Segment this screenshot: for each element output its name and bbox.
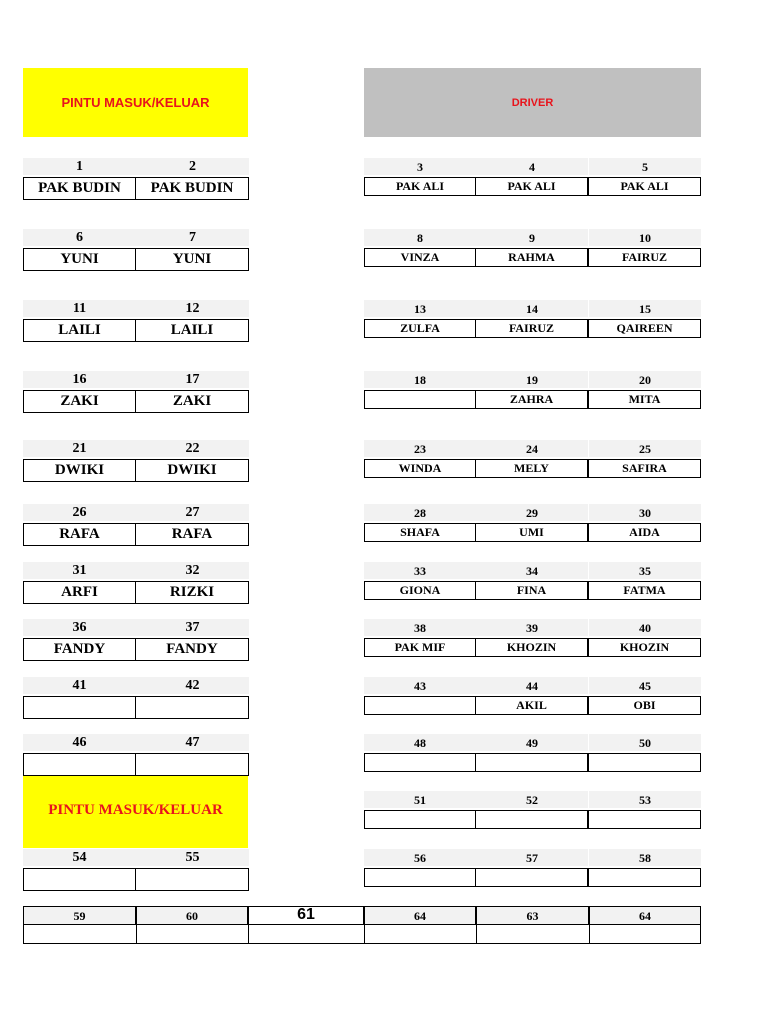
seat-number: 8 xyxy=(364,229,476,246)
seat-passenger[interactable]: RAFA xyxy=(23,523,136,546)
seat-number: 32 xyxy=(136,562,249,579)
seat-passenger[interactable]: FAIRUZ xyxy=(588,248,701,267)
seat-number: 3 xyxy=(364,158,476,175)
seat-passenger[interactable] xyxy=(475,753,588,772)
seat-passenger[interactable] xyxy=(364,390,476,409)
seat-number: 11 xyxy=(23,300,136,317)
seat-passenger[interactable]: KHOZIN xyxy=(588,638,701,657)
entrance-exit-banner-top: PINTU MASUK/KELUAR xyxy=(23,68,248,137)
seat-passenger[interactable]: PAK ALI xyxy=(588,177,701,196)
seat-passenger[interactable]: PAK MIF xyxy=(364,638,476,657)
seat-passenger[interactable]: PAK BUDIN xyxy=(135,177,249,200)
seat-number: 24 xyxy=(476,440,588,457)
seat-number: 57 xyxy=(476,849,588,866)
seat-passenger[interactable]: PAK ALI xyxy=(475,177,588,196)
seat-passenger[interactable]: GIONA xyxy=(364,581,476,600)
seat-passenger[interactable]: ZULFA xyxy=(364,319,476,338)
seat-passenger[interactable] xyxy=(364,696,476,715)
seat-passenger[interactable]: OBI xyxy=(588,696,701,715)
back-seat-number: 64 xyxy=(589,906,701,925)
seat-passenger[interactable]: ZAHRA xyxy=(475,390,588,409)
seat-number: 25 xyxy=(589,440,701,457)
seat-passenger[interactable] xyxy=(475,810,588,829)
seat-passenger[interactable]: YUNI xyxy=(135,248,249,271)
seat-number: 43 xyxy=(364,677,476,694)
seat-passenger[interactable]: AIDA xyxy=(588,523,701,542)
seat-passenger[interactable]: VINZA xyxy=(364,248,476,267)
seat-number: 38 xyxy=(364,619,476,636)
back-seat-number: 61 xyxy=(248,906,364,925)
back-seat-passenger[interactable] xyxy=(476,924,590,944)
seat-number: 29 xyxy=(476,504,588,521)
seat-number: 20 xyxy=(589,371,701,388)
seat-number: 56 xyxy=(364,849,476,866)
seat-passenger[interactable]: RAFA xyxy=(135,523,249,546)
seat-number: 31 xyxy=(23,562,136,579)
seat-number: 45 xyxy=(589,677,701,694)
seat-passenger[interactable]: SHAFA xyxy=(364,523,476,542)
seat-passenger[interactable]: ZAKI xyxy=(135,390,249,413)
seat-number: 23 xyxy=(364,440,476,457)
seat-passenger[interactable]: LAILI xyxy=(23,319,136,342)
seat-number: 17 xyxy=(136,371,249,388)
seat-passenger[interactable]: FANDY xyxy=(23,638,136,661)
seat-passenger[interactable]: QAIREEN xyxy=(588,319,701,338)
seat-number: 53 xyxy=(589,791,701,808)
seat-passenger[interactable]: MITA xyxy=(588,390,701,409)
driver-banner: DRIVER xyxy=(364,68,701,137)
seat-number: 12 xyxy=(136,300,249,317)
seat-passenger[interactable]: ARFI xyxy=(23,581,136,604)
seat-number: 22 xyxy=(136,440,249,457)
back-seat-number: 60 xyxy=(136,906,248,925)
back-seat-number: 64 xyxy=(364,906,476,925)
seat-number: 39 xyxy=(476,619,588,636)
seat-passenger[interactable] xyxy=(23,753,136,776)
seat-number: 50 xyxy=(589,734,701,751)
seat-passenger[interactable]: FAIRUZ xyxy=(475,319,588,338)
seat-number: 48 xyxy=(364,734,476,751)
seat-number: 54 xyxy=(23,849,136,866)
back-seat-passenger[interactable] xyxy=(23,924,137,944)
seat-number: 16 xyxy=(23,371,136,388)
seat-number: 2 xyxy=(136,158,249,175)
seat-passenger[interactable]: FINA xyxy=(475,581,588,600)
seat-number: 27 xyxy=(136,504,249,521)
seat-passenger[interactable] xyxy=(588,810,701,829)
seat-number: 44 xyxy=(476,677,588,694)
seat-number: 7 xyxy=(136,229,249,246)
seat-number: 19 xyxy=(476,371,588,388)
seat-passenger[interactable]: UMI xyxy=(475,523,588,542)
seat-passenger[interactable]: FATMA xyxy=(588,581,701,600)
seat-passenger[interactable] xyxy=(135,696,249,719)
seat-number: 10 xyxy=(589,229,701,246)
back-seat-number: 59 xyxy=(23,906,136,925)
seat-passenger[interactable]: FANDY xyxy=(135,638,249,661)
seat-number: 14 xyxy=(476,300,588,317)
seat-number: 21 xyxy=(23,440,136,457)
seat-passenger[interactable]: AKIL xyxy=(475,696,588,715)
seat-number: 18 xyxy=(364,371,476,388)
seat-passenger[interactable] xyxy=(588,868,701,887)
seat-number: 51 xyxy=(364,791,476,808)
back-seat-passenger[interactable] xyxy=(136,924,249,944)
back-seat-number: 63 xyxy=(476,906,589,925)
seat-number: 34 xyxy=(476,562,588,579)
seat-passenger[interactable] xyxy=(23,696,136,719)
seat-passenger[interactable] xyxy=(364,868,476,887)
seat-number: 13 xyxy=(364,300,476,317)
seat-number: 46 xyxy=(23,734,136,751)
seat-number: 37 xyxy=(136,619,249,636)
seat-number: 9 xyxy=(476,229,588,246)
seat-passenger[interactable] xyxy=(135,868,249,891)
seat-number: 5 xyxy=(589,158,701,175)
seat-number: 40 xyxy=(589,619,701,636)
seat-passenger[interactable]: RAHMA xyxy=(475,248,588,267)
seat-passenger[interactable]: MELY xyxy=(475,459,588,478)
seat-passenger[interactable]: WINDA xyxy=(364,459,476,478)
seat-passenger[interactable] xyxy=(135,753,249,776)
seat-number: 6 xyxy=(23,229,136,246)
seat-passenger[interactable]: PAK BUDIN xyxy=(23,177,136,200)
seat-number: 49 xyxy=(476,734,588,751)
seat-number: 28 xyxy=(364,504,476,521)
seat-number: 26 xyxy=(23,504,136,521)
seat-passenger[interactable]: LAILI xyxy=(135,319,249,342)
seat-passenger[interactable]: ZAKI xyxy=(23,390,136,413)
seat-passenger[interactable]: PAK ALI xyxy=(364,177,476,196)
entrance-exit-banner-middle: PINTU MASUK/KELUAR xyxy=(23,772,248,848)
seat-passenger[interactable] xyxy=(588,753,701,772)
seat-passenger[interactable]: KHOZIN xyxy=(475,638,588,657)
seat-passenger[interactable] xyxy=(23,868,136,891)
seat-number: 15 xyxy=(589,300,701,317)
seat-number: 35 xyxy=(589,562,701,579)
seat-passenger[interactable]: DWIKI xyxy=(23,459,136,482)
seat-passenger[interactable] xyxy=(364,810,476,829)
seat-passenger[interactable]: RIZKI xyxy=(135,581,249,604)
seat-number: 36 xyxy=(23,619,136,636)
back-seat-passenger[interactable] xyxy=(589,924,701,944)
seat-passenger[interactable]: SAFIRA xyxy=(588,459,701,478)
seat-number: 47 xyxy=(136,734,249,751)
seat-passenger[interactable] xyxy=(475,868,588,887)
seat-number: 41 xyxy=(23,677,136,694)
seat-number: 4 xyxy=(476,158,588,175)
seat-number: 42 xyxy=(136,677,249,694)
seat-number: 52 xyxy=(476,791,588,808)
seat-number: 58 xyxy=(589,849,701,866)
seat-number: 1 xyxy=(23,158,136,175)
seat-passenger[interactable]: YUNI xyxy=(23,248,136,271)
seat-number: 33 xyxy=(364,562,476,579)
seat-number: 30 xyxy=(589,504,701,521)
seat-number: 55 xyxy=(136,849,249,866)
seat-passenger[interactable]: DWIKI xyxy=(135,459,249,482)
back-seat-passenger[interactable] xyxy=(248,924,365,944)
back-seat-passenger[interactable] xyxy=(364,924,477,944)
seat-passenger[interactable] xyxy=(364,753,476,772)
